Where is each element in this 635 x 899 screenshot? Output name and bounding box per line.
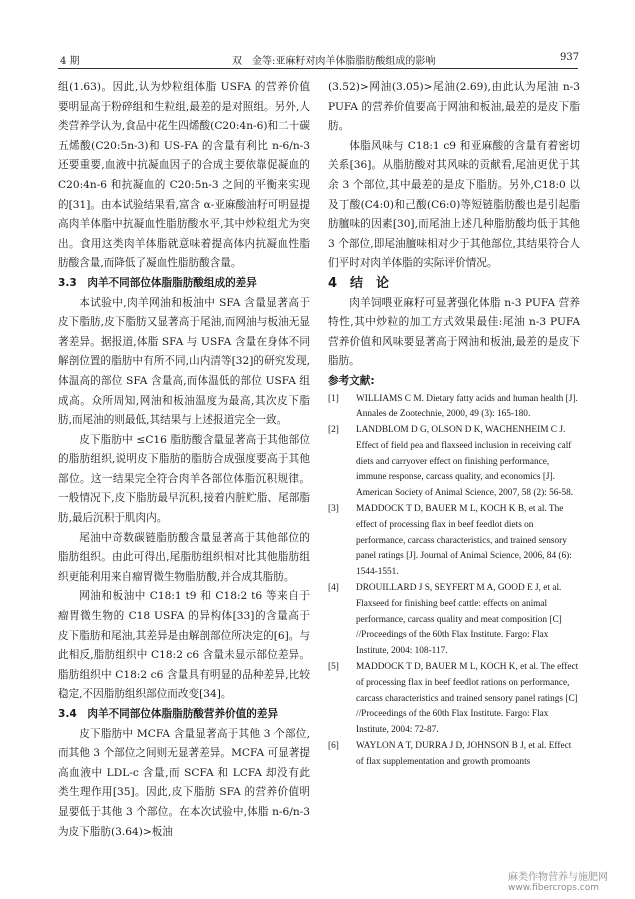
issue-number: 4 期 bbox=[60, 56, 80, 67]
paragraph: 皮下脂肪中 MCFA 含量显著高于其他 3 个部位,而其他 3 个部位之间则无显著差异。MCFA 可显著提高血液中 LDL-c 含量,而 SCFA 和 LCFA 却没有此类生理作用[35]。因此,皮下脂肪 SFA 的营养价值明显要低于其他 3 个部位。在本次试验中,体脂 n-6/n-3 为皮下脂肪(3.64)>板油 bbox=[58, 727, 310, 838]
paragraph: 组(1.63)。因此,认为炒粒组体脂 USFA 的营养价值要明显高于粉碎组和生粒组,最差的是对照组。另外,人类营养学认为,食品中花生四烯酸(C20:4n-6)和二十碳五烯酸(C20:5n-3)和 US-FA 的含量有利比 n-6/n-3 还要重要,血液中抗凝血因子的合成主要依靠促凝血的 C20:4n-6 和抗凝血的 C20:5n-3 之间的平衡来实现的[31]。由本试验结果看,富含 α-亚麻酸油籽可明显提高肉羊体脂中抗凝血性脂肪酸水平,其中炒粒组尤为突出。食用这类肉羊体脂就意味着提高体内抗凝血性脂肪酸含量,而降低了凝血性脂肪酸含量。 bbox=[58, 81, 310, 270]
page-number: 937 bbox=[560, 52, 580, 63]
right-column bbox=[328, 78, 580, 771]
conclusion-heading: 4 结 论 bbox=[328, 275, 390, 291]
watermark-url: www.fibercrops.com bbox=[508, 883, 599, 893]
header-rule bbox=[58, 68, 578, 69]
reference-item bbox=[328, 739, 580, 771]
running-title: 双 金等:亚麻籽对肉羊体脂脂肪酸组成的影响 bbox=[232, 56, 436, 67]
reference-number: [6] bbox=[328, 741, 339, 752]
references-heading: 参考文献: bbox=[328, 374, 375, 387]
paragraph: 本试验中,肉羊网油和板油中 SFA 含量显著高于皮下脂肪,皮下脂肪又显著高于尾油,而网油与板油无显著差异。据报道,体脂 SFA 与 USFA 含量在身体不同解剖位置的脂肪中有所不同,山内清等[32]的研究发现,体温高的部位 SFA 含量高,而体温低的部位 USFA 组成高。众所周知,网油和板油温度为最高,其次皮下脂肪,而尾油的则最低,其结果与上述报道完全一致。 bbox=[58, 296, 310, 427]
reference-text: DROUILLARD J S, SEYFERT M A, GOOD E J, et al. Flaxseed for finishing beef cattle: effects on animal performance, carcass quality and meat composition [C] //Proceedings of the 60th Flax Institute. Fargo: Flax Institute, 2004: 108-117. bbox=[356, 583, 562, 657]
reference-item bbox=[328, 502, 580, 581]
watermark-chinese: 麻类作物营养与施肥网 bbox=[508, 872, 608, 883]
reference-number: [4] bbox=[328, 583, 339, 594]
reference-item bbox=[328, 581, 580, 660]
reference-item bbox=[328, 423, 580, 502]
reference-item bbox=[328, 392, 580, 424]
reference-list bbox=[328, 392, 580, 771]
paragraph: (3.52)>网油(3.05)>尾油(2.69),由此认为尾油 n-3 PUFA 的营养价值要高于网油和板油,最差的是皮下脂肪。 bbox=[328, 81, 580, 133]
paragraph: 体脂风味与 C18:1 c9 和亚麻酸的含量有着密切关系[36]。从脂肪酸对其风味的贡献看,尾油更优于其余 3 个部位,其中最差的是皮下脂肪。另外,C18:0 以及丁酸(C4:0)和己酸(C6:0)等短链脂肪酸也是引起脂肪膻味的因素[30],而尾油上述几种脂肪酸均低于其他 3 个部位,即尾油膻味相对少于其他部位,其结果符合人们平时对肉羊体脂的实际评价情况。 bbox=[328, 139, 580, 270]
reference-text: WAYLON A T, DURRA J D, JOHNSON B J, et al. Effect of flax supplementation and growth promoants bbox=[356, 741, 572, 767]
conclusion-text: 肉羊饲喂亚麻籽可显著强化体脂 n-3 PUFA 营养特性,其中炒粒的加工方式效果最佳:尾油 n-3 PUFA 营养价值和风味要显著高于网油和板油,最差的是皮下脂肪。 bbox=[328, 296, 580, 368]
reference-item bbox=[328, 660, 580, 739]
reference-number: [2] bbox=[328, 425, 339, 436]
reference-text: MADDOCK T D, BAUER M L, KOCH K, et al. The effect of processing flax in beef feedlot rations on performance, carcass characteristics and trained sensory panel ratings [C] //Proceedings of the 60th Flax Institute. Fargo: Flax Institute, 2004: 72-87. bbox=[356, 662, 579, 736]
paragraph: 皮下脂肪中 ≤C16 脂肪酸含量显著高于其他部位的脂肪组织,说明皮下脂肪的脂肪合成强度要高于其他部位。这一结果完全符合肉羊各部位体脂沉积规律。一般情况下,皮下脂肪最早沉积,接着内脏贮脂、尾部脂肪,最后沉积于肌肉内。 bbox=[58, 433, 310, 525]
reference-text: WILLIAMS C M. Dietary fatty acids and human health [J]. Annales de Zootechnie, 2000, 49 (3): 165-180. bbox=[356, 393, 578, 420]
reference-text: MADDOCK T D, BAUER M L, KOCH K B, et al. The effect of processing flax in beef feedlot diets on performance, carcass characteristics, and trained sensory panel ratings [J]. Journal of Animal Science, 2006, 84 (6): 1544-1551. bbox=[356, 504, 572, 578]
left-column bbox=[58, 78, 310, 842]
reference-text: LANDBLOM D G, OLSON D K, WACHENHEIM C J. Effect of field pea and flaxseed inclusion in receiving calf diets and carryover effect on finishing performance, immune response, carcass quality, and economics [J]. American Society of Animal Science, 2007, 58 (2): 56-58. bbox=[356, 425, 574, 499]
section-heading-3-4: 3.4 肉羊不同部位体脂脂肪酸营养价值的差异 bbox=[58, 708, 279, 720]
paragraph: 尾油中奇数碳链脂肪酸含量显著高于其他部位的脂肪组织。由此可得出,尾脂肪组织相对比其他脂肪组织更能利用来自瘤胃微生物脂肪酸,并合成其脂肪。 bbox=[58, 531, 310, 583]
paragraph: 网油和板油中 C18:1 t9 和 C18:2 t6 等来自于瘤胃微生物的 C18 USFA 的异构体[33]的含量高于皮下脂肪和尾油,其差异是由解剖部位所决定的[6]。与此相反,脂肪组织中 C18:2 c6 含量未显示部位差异。脂肪组织中 C18:2 c6 含量具有明显的品种差异,比较稳定,不因脂肪组织部位而改变[34]。 bbox=[58, 590, 310, 701]
section-heading-3-3: 3.3 肉羊不同部位体脂脂肪酸组成的差异 bbox=[58, 276, 257, 289]
reference-number: [3] bbox=[328, 504, 339, 515]
reference-number: [5] bbox=[328, 662, 339, 673]
reference-number: [1] bbox=[328, 393, 339, 404]
